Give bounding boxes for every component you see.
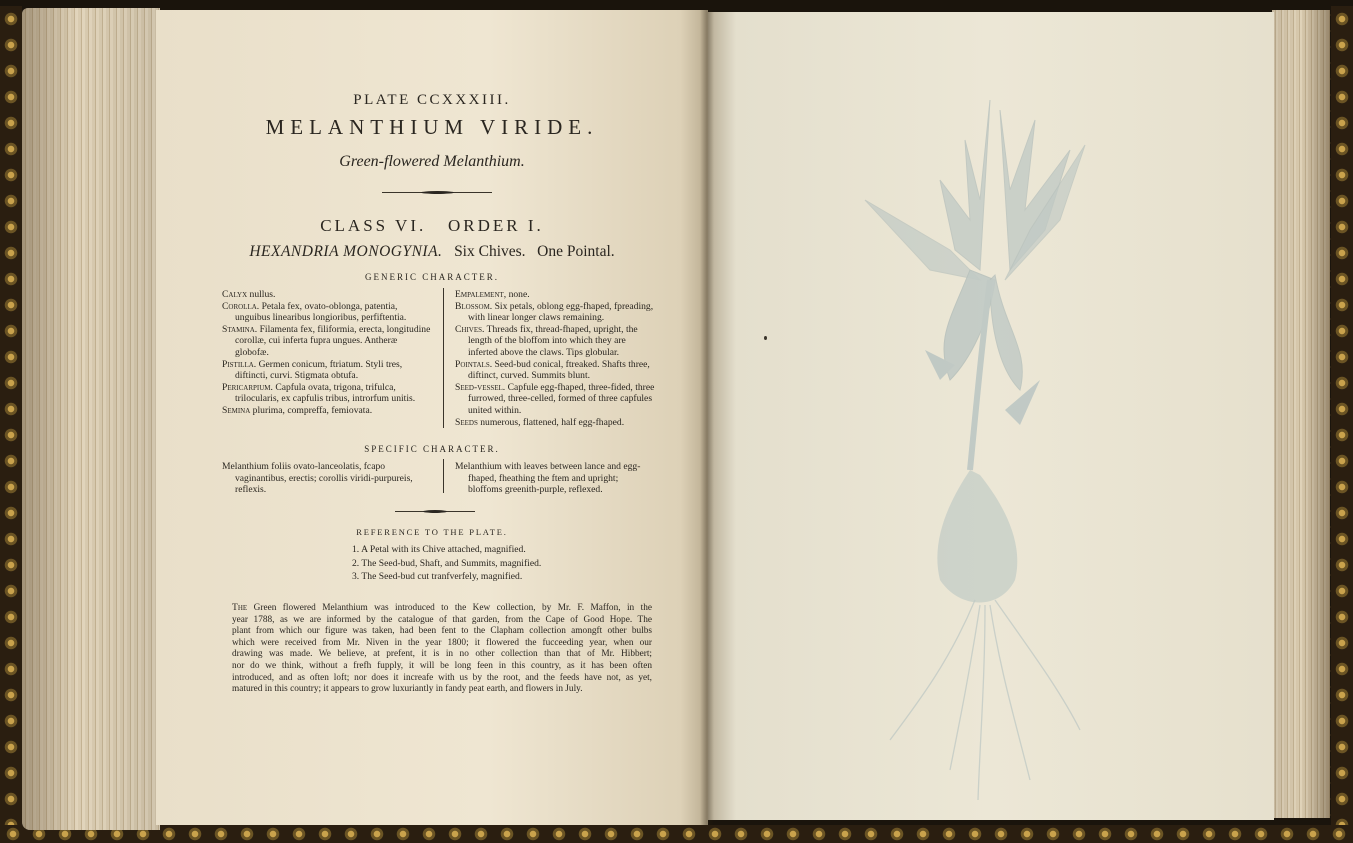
gilt-border-left	[0, 6, 22, 837]
generic-latin-row: Pericarpium. Capfula ovata, trigona, trifulca, trilocularis, ex capfulis tribus, introrfum unitis.	[222, 381, 416, 405]
plate-subtitle: Green-flowered Melanthium.	[339, 153, 525, 170]
generic-english-row: Seeds numerous, flattened, half egg-fhaped.	[455, 416, 625, 428]
gilt-border-bottom	[0, 825, 1353, 843]
generic-latin-row: Pistilla. Germen conicum, ftriatum. Styli tres, diftincti, curvi. Stigmata obtufa.	[222, 358, 403, 382]
description-line: which were received from Mr. Niven in the year 1800; it flowered the fucceeding year, when our	[232, 637, 652, 648]
description-line: matured in this country; it appears to grow luxuriantly in fandy peat earth, and flowers in July.	[232, 684, 583, 695]
description-line: year 1788, as we are informed by the catalogue of that garden, from the Cape of Good Hope. The	[232, 614, 652, 625]
description-paragraph	[232, 602, 652, 696]
description-line: drawing was made. We believe, at prefent, it is in no other collection than that of Mr. Hibbert;	[232, 649, 652, 660]
description-line: nor do we think, without a frefh fupply, it will be long feen in this country, as it has been often	[232, 660, 652, 671]
generic-latin-row: Semina plurima, compreffa, femiovata.	[222, 404, 373, 416]
generic-latin-row: Calyx nullus.	[222, 289, 276, 300]
generic-character-latin	[222, 289, 432, 417]
reference-list	[352, 543, 541, 584]
specific-english-text: Melanthium with leaves between lance and egg-fhaped, fheathing the ftem and upright; bloffoms greenith-purple, reflexed.	[455, 461, 641, 496]
plate-title: MELANTHIUM VIRIDE.	[265, 115, 599, 139]
generic-english-row: Seed-vessel. Capfule egg-fhaped, three-fided, three furrowed, three-celled, formed of three capfules united within.	[455, 381, 655, 416]
plate-number: PLATE CCXXXIII.	[353, 92, 511, 108]
description-line: plant from which our figure was taken, had been fent to the Clapham collection amongft other bulbs	[232, 626, 652, 637]
class-order: CLASS VI. ORDER I.	[320, 216, 544, 235]
specific-character-latin	[222, 461, 432, 496]
page-stack-left	[22, 8, 160, 830]
generic-english-row: Pointals. Seed-bud conical, ftreaked. Shafts three, diftinct, curved. Summits blunt.	[455, 358, 650, 382]
specific-character-english	[455, 461, 655, 496]
reference-heading: REFERENCE TO THE PLATE.	[356, 527, 508, 537]
specific-character-heading: SPECIFIC CHARACTER.	[364, 444, 500, 454]
reference-item: 2. The Seed-bud, Shaft, and Summits, magnified.	[352, 557, 542, 569]
ornamental-rule	[395, 511, 475, 512]
generic-latin-row: Stamina. Filamenta fex, filiformia, erecta, longitudine corollæ, cui inferta fupra ungues. Antheræ globofæ.	[222, 323, 431, 358]
column-divider	[443, 459, 444, 493]
generic-character-heading: GENERIC CHARACTER.	[364, 272, 499, 282]
specific-latin-text: Melanthium foliis ovato-lanceolatis, fcapo vaginantibus, erectis; corollis viridi-purpureis, reflexis.	[222, 461, 413, 496]
generic-latin-row: Corolla. Petala fex, ovato-oblonga, patentia, unguibus linearibus longioribus, perfiftentia.	[222, 300, 407, 324]
show-through-plate-illustration	[830, 80, 1150, 820]
reference-item: 3. The Seed-bud cut tranfverfely, magnified.	[352, 571, 523, 582]
column-divider	[443, 288, 444, 428]
generic-character-english	[455, 289, 655, 428]
classification-latin: HEXANDRIA MONOGYNIA.	[249, 243, 443, 260]
linnaean-classification	[156, 243, 708, 261]
description-line: introduced, and as often loft; nor does it increafe with us by the root, and the feeds have not, as yet,	[232, 672, 652, 683]
gilt-border-right	[1331, 6, 1353, 837]
paper-speck	[764, 336, 767, 340]
page-stack-right	[1272, 10, 1330, 818]
generic-english-row: Empalement, none.	[455, 289, 530, 300]
generic-english-row: Blossom. Six petals, oblong egg-fhaped, fpreading, with linear longer claws remaining.	[455, 300, 654, 324]
generic-english-row: Chives. Threads fix, thread-fhaped, upright, the length of the bloffom into which they are inferted above the claws. Tips globular.	[455, 323, 638, 358]
classification-english: Six Chives. One Pointal.	[454, 243, 615, 260]
ornamental-rule	[382, 192, 492, 193]
description-line: The Green flowered Melanthium was introduced to the Kew collection, by Mr. F. Maffon, in the	[232, 602, 652, 613]
reference-item: 1. A Petal with its Chive attached, magnified.	[352, 544, 526, 555]
